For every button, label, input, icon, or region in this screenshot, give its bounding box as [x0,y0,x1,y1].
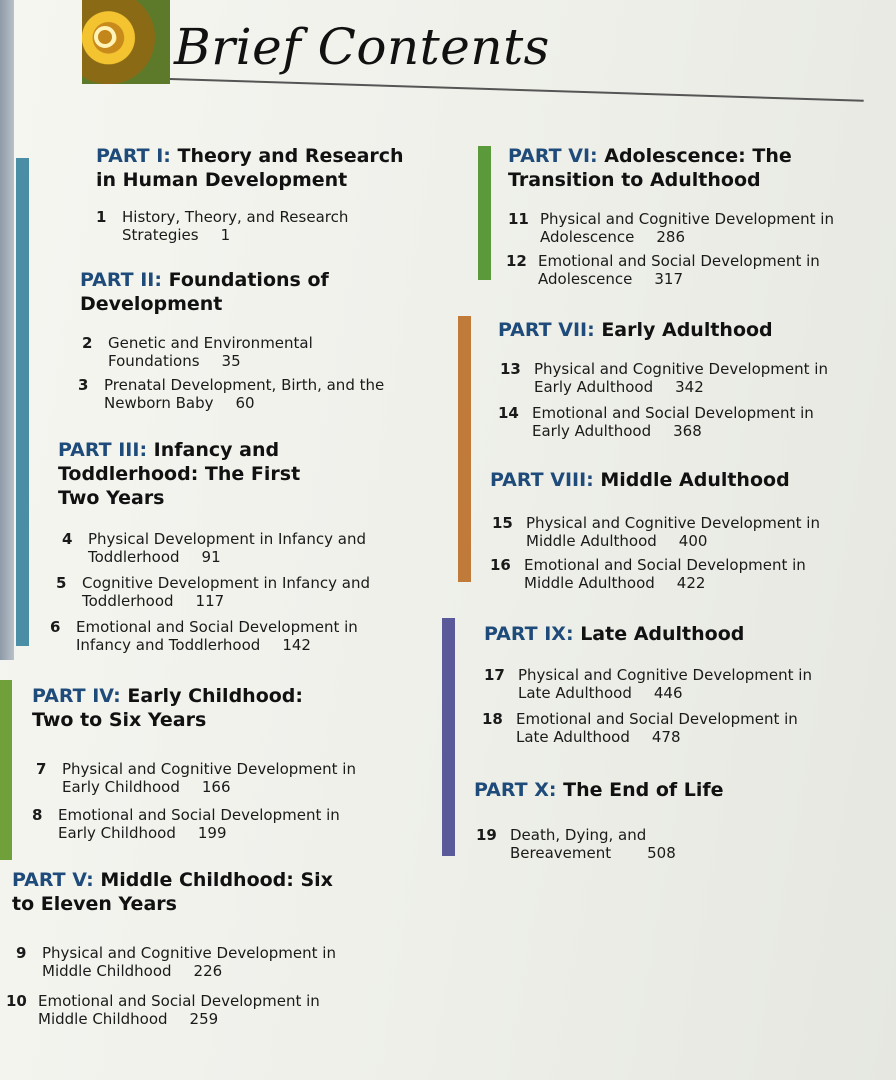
part-x-heading: PART X: The End of Life [474,779,724,801]
sun-logo-icon [82,0,170,84]
part-vii-viii-color-bar [458,316,471,582]
part-i-iii-color-bar [16,158,29,646]
title-rule [170,78,864,102]
part-vi-heading: PART VI: Adolescence: The Transition to Adulthood [508,145,792,191]
part-vi-color-bar [478,146,491,280]
part-i-heading [96,144,426,192]
part-iii-heading: PART III: Infancy and Toddlerhood: The First Two Years [58,439,301,509]
part-ix-heading: PART IX: Late Adulthood [484,623,745,645]
part-title: Theory and Research in Human Development [96,145,404,191]
book-binding [0,0,14,660]
part-vii-heading: PART VII: Early Adulthood [498,319,773,341]
part-ix-x-color-bar [442,618,455,856]
part-viii-heading: PART VIII: Middle Adulthood [490,469,790,491]
book-page: Brief Contents PART I: Theory and Research in Human Development 1 History, Theory, and Research Strategies 1 PART II: Foundations of Development 2 Genetic and Environmental Foundations 35 3 Prenatal Development, Birth, and the Newborn Baby 60 PART III: Infancy and Toddlerhood: The First Two Years 4 Physical Development in Infancy and Toddlerhood 91 5 Cognitive Development in Infancy and Toddlerhood 117 6 Emotional and Social Development in Infancy and Toddlerhood 142 PART IV: Early Childhood: Two to Six Years 7 Physical and Cognitive Development in Early Childhood 166 8 Emotional and Social Development in Early Childhood 199 PART V: Middle Childhood: Six to Eleven Years 9 Physical and Cognitive Development in Middle Childhood 226 10 Emotional and Social Development in Middle Childhood 259 PART VI: Adolescence: The Transition to Adulthood 11 Physical and Cognitive Development in Adolescence 286 12 Emotional and Social Development in Adolescence 317 PART VII: Early Adulthood 13 Physical and Cognitive Development in Early Adulthood 342 14 Emotional and Social Development in Early Adulthood 368 PART VIII: Middle Adulthood 15 Physical and Cognitive Development in Middle Adulthood 400 16 Emotional and Social Development in Middle Adulthood 422 PART IX: Late Adulthood 17 Physical and Cognitive Development in Late Adulthood 446 18 Emotional and Social Development in Late Adulthood 478 PART X: The End of Life 19 Death, Dying, and Bereavement 508 [0,0,896,1080]
part-iv-heading: PART IV: Early Childhood: Two to Six Years [32,685,304,731]
part-v-heading: PART V: Middle Childhood: Six to Eleven Years [12,869,333,915]
page-title: Brief Contents [174,18,550,76]
part-iv-color-bar [0,680,12,860]
part-ii-heading: PART II: Foundations of Development [80,269,329,315]
part-label: PART I: [96,145,171,167]
